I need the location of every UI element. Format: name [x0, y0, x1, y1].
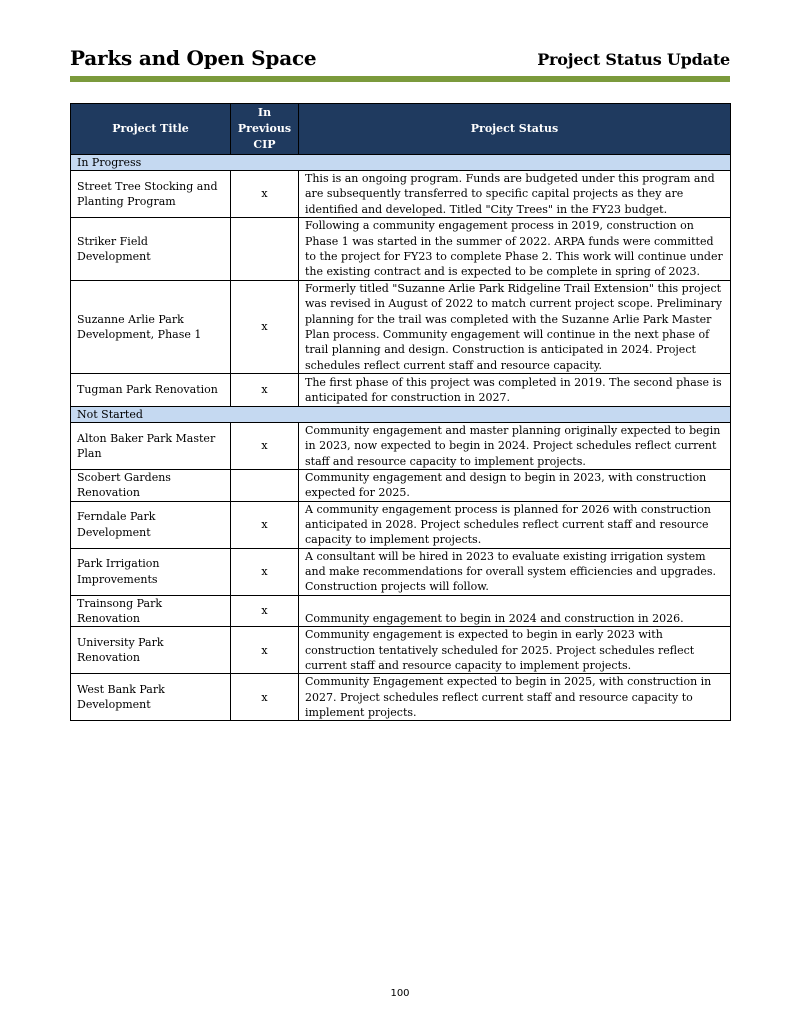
group-label: In Progress	[71, 155, 731, 171]
previous-cip-mark: x	[231, 674, 299, 721]
group-label: Not Started	[71, 407, 731, 423]
project-title: West Bank Park Development	[71, 674, 231, 721]
project-status: Community engagement and design to begin in 2023, with construction expected for 2025.	[299, 470, 731, 502]
column-header-previous-cip: In Previous CIP	[231, 104, 299, 155]
project-title: Tugman Park Renovation	[71, 374, 231, 407]
previous-cip-mark: x	[231, 548, 299, 595]
table-row	[71, 218, 731, 281]
report-title: Project Status Update	[537, 50, 730, 69]
project-status: Formerly titled "Suzanne Arlie Park Ridgeline Trail Extension" this project was revised in August of 2022 to match current project scope. Preliminary planning for the trail was completed with the Suzanne Arlie Park Master Plan process. Community engagement will continue in the next phase of trail planning and design. Construction is anticipated in 2024. Project schedules reflect current staff and resource capacity.	[299, 281, 731, 374]
project-status: Community engagement is expected to begin in early 2023 with construction tentatively scheduled for 2025. Project schedules reflect current staff and resource capacity to implement projects.	[299, 627, 731, 674]
table-row	[71, 470, 731, 502]
table-row	[71, 374, 731, 407]
table-row	[71, 423, 731, 470]
project-status: A community engagement process is planned for 2026 with construction anticipated in 2028. Project schedules reflect current staff and resource capacity to implement projects.	[299, 501, 731, 548]
table-row	[71, 501, 731, 548]
table-row	[71, 548, 731, 595]
project-status-table	[70, 103, 731, 721]
previous-cip-mark	[231, 218, 299, 281]
page-header	[70, 46, 730, 74]
previous-cip-mark: x	[231, 627, 299, 674]
group-row	[71, 407, 731, 423]
project-title: University Park Renovation	[71, 627, 231, 674]
project-status: Following a community engagement process in 2019, construction on Phase 1 was started in the summer of 2022. ARPA funds were committed to the project for FY23 to complete Phase 2. This work will continue under the existing contract and is expected to be complete in spring of 2023.	[299, 218, 731, 281]
column-header-title: Project Title	[71, 104, 231, 155]
previous-cip-mark: x	[231, 595, 299, 627]
project-title: Suzanne Arlie Park Development, Phase 1	[71, 281, 231, 374]
column-header-status: Project Status	[299, 104, 731, 155]
project-title: Trainsong Park Renovation	[71, 595, 231, 627]
project-title: Alton Baker Park Master Plan	[71, 423, 231, 470]
project-title: Park Irrigation Improvements	[71, 548, 231, 595]
previous-cip-mark: x	[231, 171, 299, 218]
project-title: Ferndale Park Development	[71, 501, 231, 548]
section-title: Parks and Open Space	[70, 46, 317, 70]
project-title: Street Tree Stocking and Planting Program	[71, 171, 231, 218]
table-row	[71, 281, 731, 374]
previous-cip-mark: x	[231, 374, 299, 407]
previous-cip-mark: x	[231, 281, 299, 374]
table-row	[71, 627, 731, 674]
table-row	[71, 595, 731, 627]
table-row	[71, 674, 731, 721]
project-status: Community engagement and master planning originally expected to begin in 2023, now expected to begin in 2024. Project schedules reflect current staff and resource capacity to implement projects.	[299, 423, 731, 470]
project-title: Striker Field Development	[71, 218, 231, 281]
project-status: Community Engagement expected to begin in 2025, with construction in 2027. Project schedules reflect current staff and resource capacity to implement projects.	[299, 674, 731, 721]
page-number: 100	[390, 988, 410, 999]
project-title: Scobert Gardens Renovation	[71, 470, 231, 502]
project-status: The first phase of this project was completed in 2019. The second phase is anticipated for construction in 2027.	[299, 374, 731, 407]
table-row	[71, 171, 731, 218]
project-status: Community engagement to begin in 2024 and construction in 2026.	[299, 595, 731, 627]
previous-cip-mark	[231, 470, 299, 502]
table-header-row	[71, 104, 731, 155]
previous-cip-mark: x	[231, 501, 299, 548]
project-status: A consultant will be hired in 2023 to evaluate existing irrigation system and make recommendations for overall system efficiencies and upgrades. Construction projects will follow.	[299, 548, 731, 595]
group-row	[71, 155, 731, 171]
previous-cip-mark: x	[231, 423, 299, 470]
header-rule	[70, 76, 730, 82]
project-status: This is an ongoing program. Funds are budgeted under this program and are subsequently transferred to specific capital projects as they are identified and developed. Titled "City Trees" in the FY23 budget.	[299, 171, 731, 218]
